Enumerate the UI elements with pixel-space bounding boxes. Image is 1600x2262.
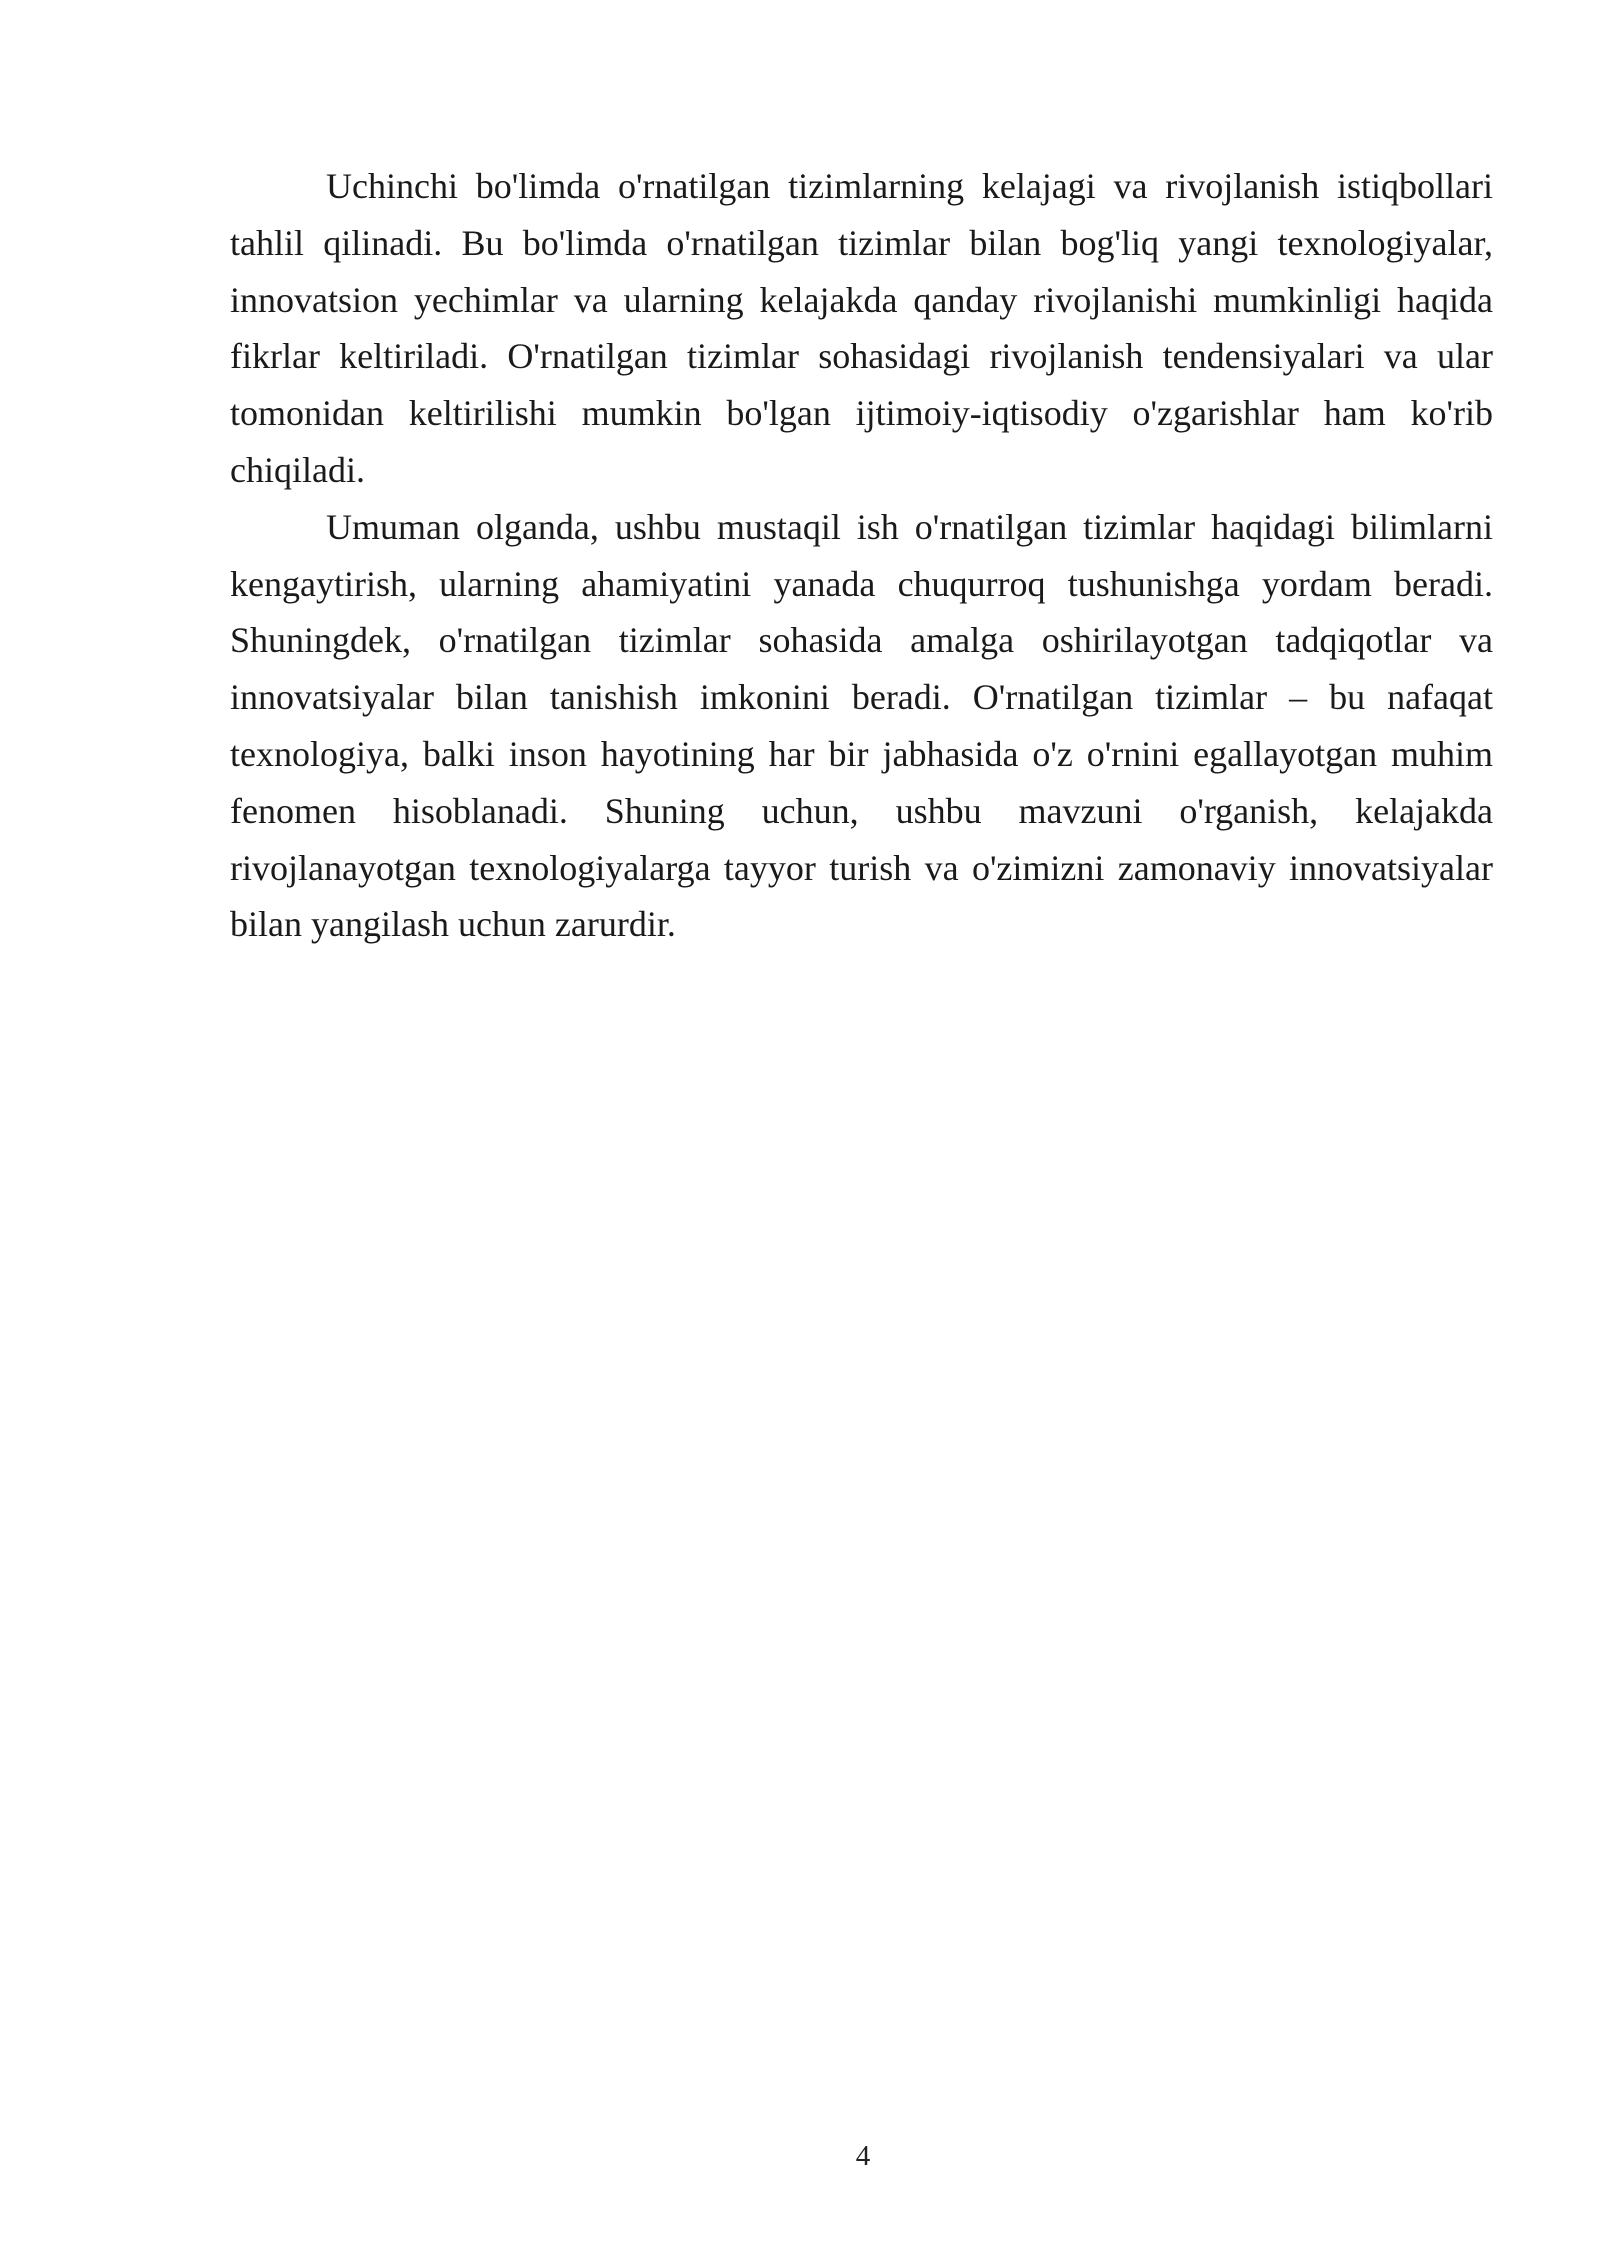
paragraph-1: Uchinchi bo'limda o'rnatilgan tizimlarning kelajagi va rivojlanish istiqbollari tahlil qilinadi. Bu bo'limda o'rnatilgan tizimlar bilan bog'liq yangi texnologiyalar, innovatsion yechimlar va ularning kelajakda qanday rivojlanishi mumkinligi haqida fikrlar keltiriladi. O'rnatilgan tizimlar sohasidagi rivojlanish tendensiyalari va ular tomonidan keltirilishi mumkin bo'lgan ijtimoiy-iqtisodiy o'zgarishlar ham ko'rib chiqiladi. — [230, 166, 1493, 490]
paragraph-2: Umuman olganda, ushbu mustaqil ish o'rnatilgan tizimlar haqidagi bilimlarni kengaytirish, ularning ahamiyatini yanada chuqurroq tushunishga yordam beradi. Shuningdek, o'rnatilgan tizimlar sohasida amalga oshirilayotgan tadqiqotlar va innovatsiyalar bilan tanishish imkonini beradi. O'rnatilgan tizimlar – bu nafaqat texnologiya, balki inson hayotining har bir jabhasida o'z o'rnini egallayotgan muhim fenomen hisoblanadi. Shuning uchun, ushbu mavzuni o'rganish, kelajakda rivojlanayotgan texnologiyalarga tayyor turish va o'zimizni zamonaviy innovatsiyalar bilan yangilash uchun zarurdir. — [230, 506, 1493, 945]
body-text — [230, 158, 1493, 953]
page-number: 4 — [855, 2140, 871, 2172]
